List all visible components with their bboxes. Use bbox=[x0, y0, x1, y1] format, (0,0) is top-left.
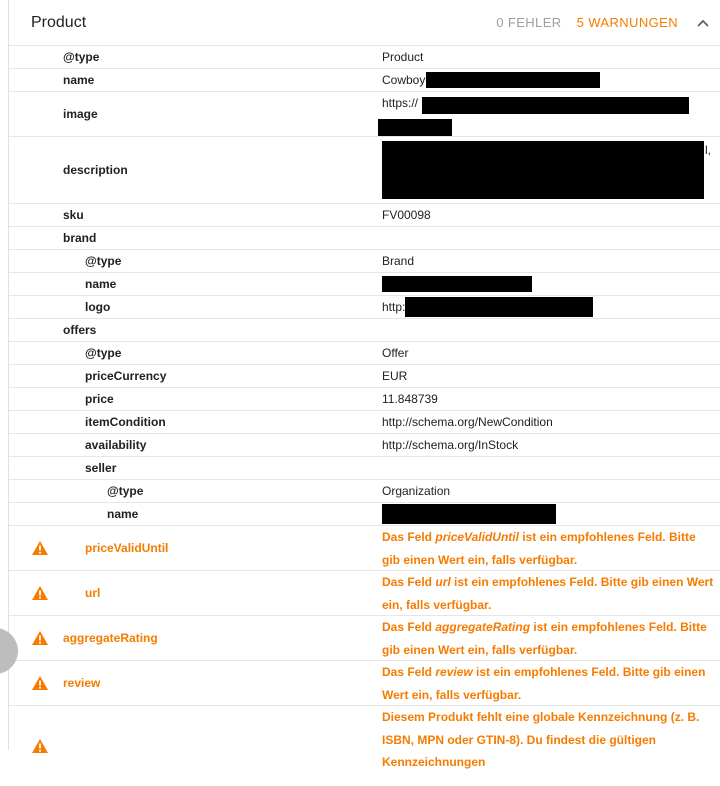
field-name: url bbox=[435, 575, 451, 589]
property-key: description bbox=[63, 163, 128, 177]
property-value: Offer bbox=[382, 346, 409, 360]
warning-triangle-icon bbox=[31, 585, 49, 601]
warning-row[interactable] bbox=[9, 571, 720, 616]
property-row bbox=[9, 365, 720, 388]
warning-row[interactable] bbox=[9, 661, 720, 706]
warning-message: Das Feld priceValidUntil ist ein empfohlenes Feld. Bitte gib einen Wert ein, falls verfügbar. bbox=[382, 530, 696, 567]
property-key: @type bbox=[63, 50, 100, 64]
value-text: https:// bbox=[382, 96, 419, 110]
item-type-title: Product bbox=[31, 13, 87, 31]
warning-key: aggregateRating bbox=[63, 631, 158, 645]
value-text: Cowboy bbox=[382, 73, 426, 87]
property-value: http://schema.org/NewCondition bbox=[382, 415, 553, 429]
warning-row[interactable] bbox=[9, 616, 720, 661]
value-text: l, bbox=[705, 143, 711, 157]
property-value: 11.848739 bbox=[382, 392, 438, 406]
redaction-block bbox=[382, 504, 556, 524]
property-key: itemCondition bbox=[85, 415, 166, 429]
redaction-block bbox=[405, 297, 593, 317]
property-row bbox=[9, 92, 720, 137]
property-key: image bbox=[63, 107, 98, 121]
warning-message: Das Feld review ist ein empfohlenes Feld. Bitte gib einen Wert ein, falls verfügbar. bbox=[382, 665, 706, 702]
property-key: price bbox=[85, 392, 114, 406]
redaction-block bbox=[382, 276, 532, 292]
property-row bbox=[9, 319, 720, 342]
property-row bbox=[9, 250, 720, 273]
errors-count: 0 FEHLER bbox=[496, 15, 562, 30]
property-value bbox=[382, 503, 716, 525]
property-row bbox=[9, 457, 720, 480]
property-row bbox=[9, 227, 720, 250]
property-row bbox=[9, 388, 720, 411]
property-value bbox=[382, 319, 716, 341]
redaction-block bbox=[426, 72, 600, 88]
warning-message: Das Feld url ist ein empfohlenes Feld. Bitte gib einen Wert ein, falls verfügbar. bbox=[382, 575, 714, 612]
property-row bbox=[9, 46, 720, 69]
property-key: seller bbox=[85, 461, 117, 475]
property-row bbox=[9, 137, 720, 204]
property-key: sku bbox=[63, 208, 84, 222]
warning-message: Das Feld aggregateRating ist ein empfohlenes Feld. Bitte gib einen Wert ein, falls verfügbar. bbox=[382, 620, 707, 657]
property-value: EUR bbox=[382, 369, 408, 383]
warnings-count: 5 WARNUNGEN bbox=[576, 15, 678, 30]
property-row bbox=[9, 69, 720, 92]
warning-triangle-icon bbox=[31, 675, 49, 691]
property-row bbox=[9, 273, 720, 296]
warning-key: priceValidUntil bbox=[85, 541, 169, 555]
property-value bbox=[382, 69, 716, 91]
warning-triangle-icon bbox=[31, 540, 49, 556]
property-row bbox=[9, 480, 720, 503]
property-value bbox=[382, 227, 716, 249]
value-text: http: bbox=[382, 300, 406, 314]
property-value: Product bbox=[382, 50, 424, 64]
property-row bbox=[9, 503, 720, 526]
warning-message-text: Diesem Produkt fehlt eine globale Kennzeichnung (z. B. ISBN, MPN oder GTIN-8). Du findest die gültigen Kennzeichnungen bbox=[382, 710, 700, 769]
warning-row[interactable] bbox=[9, 526, 720, 571]
field-name: review bbox=[435, 665, 473, 679]
property-row bbox=[9, 296, 720, 319]
property-key: availability bbox=[85, 438, 147, 452]
property-key: name bbox=[85, 277, 117, 291]
property-row bbox=[9, 434, 720, 457]
warning-triangle-icon bbox=[31, 630, 49, 646]
warning-row[interactable] bbox=[9, 706, 720, 786]
property-value: FV00098 bbox=[382, 208, 431, 222]
chevron-up-icon[interactable] bbox=[696, 16, 710, 30]
warning-message bbox=[382, 706, 716, 786]
property-key: @type bbox=[85, 254, 122, 268]
warning-triangle-icon bbox=[31, 738, 49, 754]
structured-data-panel bbox=[8, 0, 720, 769]
redaction-block bbox=[422, 97, 689, 114]
property-value bbox=[382, 273, 716, 295]
property-key: brand bbox=[63, 231, 97, 245]
property-key: offers bbox=[63, 323, 97, 337]
property-value: Organization bbox=[382, 484, 451, 498]
property-value: Brand bbox=[382, 254, 415, 268]
property-key: priceCurrency bbox=[85, 369, 167, 383]
property-value bbox=[382, 296, 716, 318]
property-key: name bbox=[107, 507, 139, 521]
property-value: http://schema.org/InStock bbox=[382, 438, 519, 452]
field-name: aggregateRating bbox=[435, 620, 531, 634]
warning-key: url bbox=[85, 586, 101, 600]
property-key: @type bbox=[107, 484, 144, 498]
redaction-block bbox=[378, 119, 452, 136]
property-row bbox=[9, 342, 720, 365]
property-row bbox=[9, 204, 720, 227]
property-key: name bbox=[63, 73, 95, 87]
property-value bbox=[382, 137, 716, 203]
field-name: priceValidUntil bbox=[435, 530, 519, 544]
property-value bbox=[382, 457, 716, 479]
warning-key: review bbox=[63, 676, 101, 690]
property-key: logo bbox=[85, 300, 111, 314]
property-value bbox=[382, 92, 716, 136]
property-key: @type bbox=[85, 346, 122, 360]
redaction-block bbox=[382, 141, 704, 199]
property-row bbox=[9, 411, 720, 434]
panel-header[interactable] bbox=[9, 0, 720, 46]
